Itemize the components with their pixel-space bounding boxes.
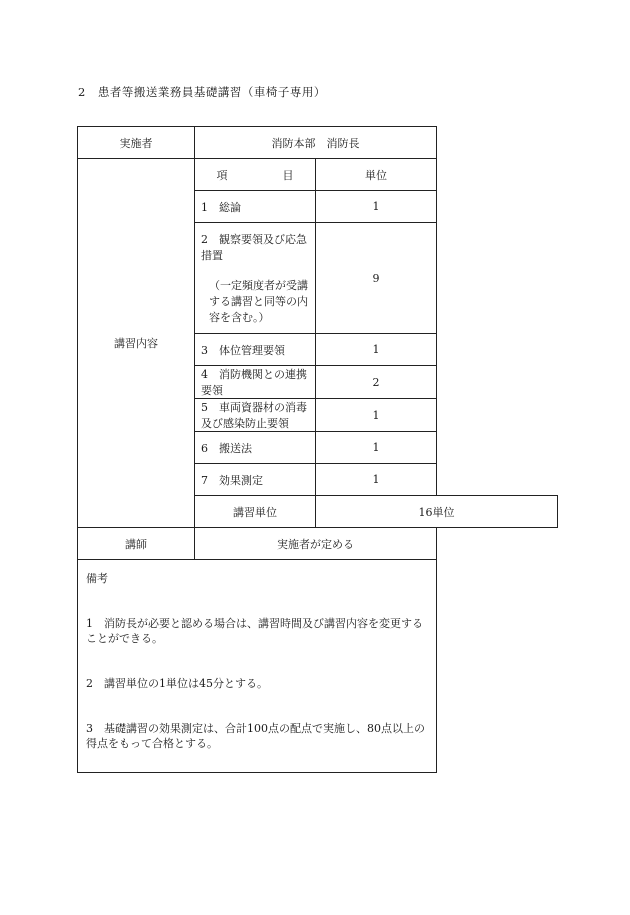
content-label: 講習内容 [78,159,195,528]
note-item: 3 基礎講習の効果測定は、合計100点の配点で実施し、80点以上の得点をもって合格とする。 [86,722,425,750]
item-text: 1 総論 [195,191,316,223]
item-text: 2 観察要領及び応急措置 [201,233,307,262]
course-table [77,126,558,773]
implementer-value: 消防本部 消防長 [195,127,437,159]
item-cell [195,223,316,334]
item-text: 3 体位管理要領 [195,334,316,366]
unit-header: 単位 [316,159,437,191]
total-label: 講習単位 [195,496,316,528]
item-unit: 1 [316,191,437,223]
section-heading: 2 患者等搬送業務員基礎講習（車椅子専用） [78,85,326,99]
instructor-label: 講師 [78,528,195,560]
instructor-row [78,528,558,560]
item-subtext: （一定頻度者が受講する講習と同等の内容を含む。） [209,279,308,324]
item-unit: 1 [316,464,437,496]
notes-cell [78,560,437,773]
item-text: 6 搬送法 [195,432,316,464]
total-value: 16単位 [316,496,558,528]
item-unit: 1 [316,399,437,432]
item-text: 5 車両資器材の消毒及び感染防止要領 [195,399,316,432]
item-header: 項 目 [195,159,316,191]
implementer-label: 実施者 [78,127,195,159]
instructor-value: 実施者が定める [195,528,437,560]
note-item: 2 講習単位の1単位は45分とする。 [86,677,268,690]
notes-row [78,560,558,773]
item-text: 7 効果測定 [195,464,316,496]
item-unit: 2 [316,366,437,399]
implementer-row [78,127,558,159]
item-header-row [78,159,558,191]
note-item: 1 消防長が必要と認める場合は、講習時間及び講習内容を変更することができる。 [86,617,423,645]
item-unit: 1 [316,334,437,366]
item-unit: 9 [316,223,437,334]
item-unit: 1 [316,432,437,464]
item-text: 4 消防機関との連携要領 [195,366,316,399]
notes-title: 備考 [86,572,108,585]
